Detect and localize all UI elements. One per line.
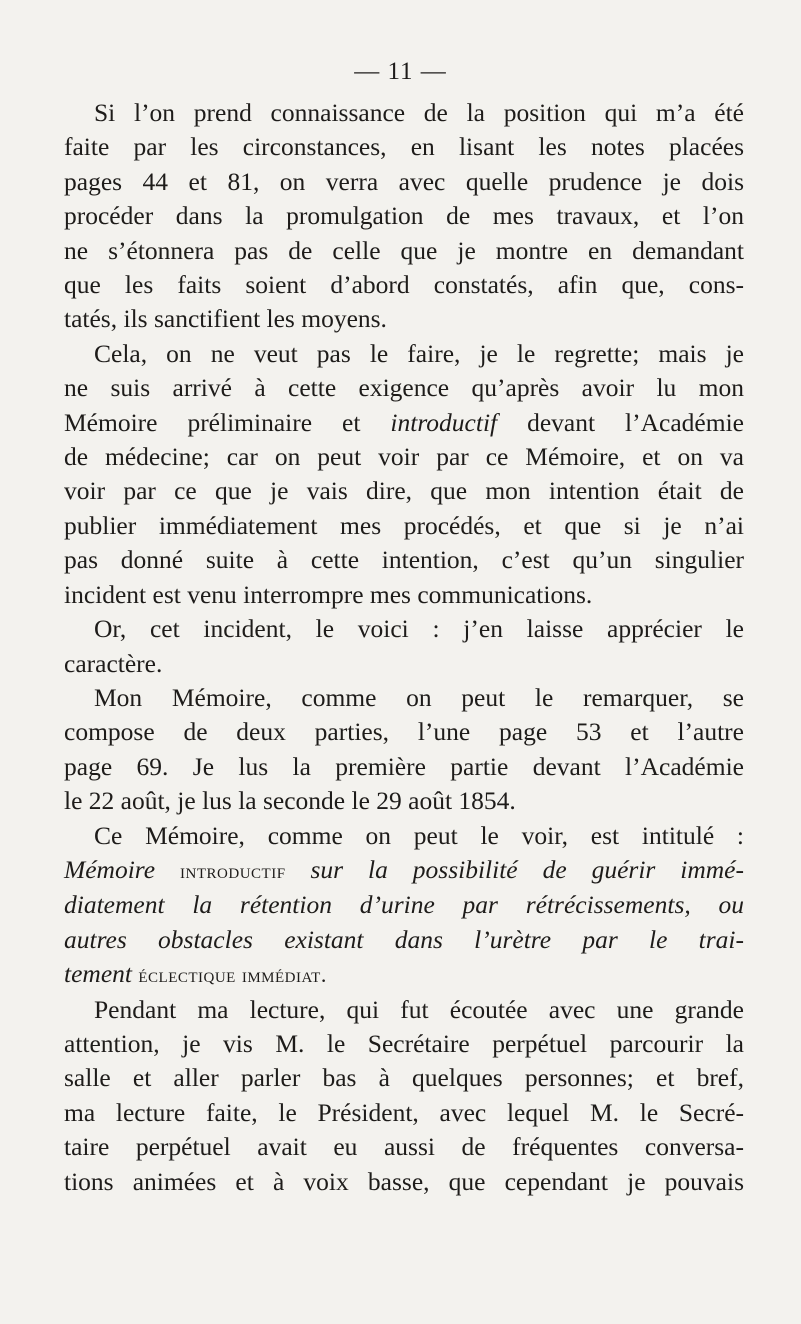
title-italic: tement [64,959,132,989]
italic-word: introductif [390,407,498,437]
text-line: publier immédiatement mes procédés, et que si je n’ai [64,510,744,540]
title-small-caps: éclectique immédiat. [138,962,327,988]
paragraph-1 [64,96,744,337]
text-line: Mon Mémoire, comme on peut le remarquer, se [94,682,744,712]
text-line: Cela, on ne veut pas le faire, je le regrette; mais je [94,338,744,368]
text-line: pages 44 et 81, on verra avec quelle prudence je dois [64,166,744,196]
text-line: Pendant ma lecture, qui fut écoutée avec une grande [94,994,744,1024]
paragraph-4 [64,681,744,819]
title-small-caps: introductif [180,857,286,883]
paragraph-6 [64,993,744,1199]
page-number: — 11 — [354,58,447,85]
paragraph-3 [64,612,744,681]
text-line: de médecine; car on peut voir par ce Mémoire, et on va [64,442,744,472]
text-line [64,406,744,440]
text-line: Ce Mémoire, comme on peut le voir, est intitulé : [94,820,744,850]
text-line: ne s’étonnera pas de celle que je montre en demandant [64,235,744,265]
text-line: diatement la rétention d’urine par rétrécissements, ou [64,890,744,920]
text-line: le 22 août, je lus la seconde le 29 août 1854. [64,786,516,816]
text-line: autres obstacles existant dans l’urètre par le trai- [64,924,744,954]
text-line: salle et aller parler bas à quelques personnes; et bref, [64,1063,744,1093]
text-line: tions animées et à voix basse, que cependant je pouvais [64,1166,744,1196]
text-line: compose de deux parties, l’une page 53 et l’autre [64,717,744,747]
text-line: ne suis arrivé à cette exigence qu’après avoir lu mon [64,373,744,403]
text-run: devant l’Académie [497,407,744,437]
paragraph-5 [64,819,744,993]
paragraph-2 [64,337,744,612]
text-line [64,853,744,888]
text-run: Mémoire préliminaire et [64,407,391,437]
text-line: caractère. [64,648,163,678]
text-line: Si l’on prend connaissance de la position qui m’a été [94,98,744,127]
text-line: tatés, ils sanctifient les moyens. [64,304,387,334]
text-line: taire perpétuel avait eu aussi de fréquentes conversa- [64,1132,744,1162]
text-line: que les faits soient d’abord constatés, afin que, cons- [64,270,744,300]
text-line: faite par les circonstances, en lisant les notes placées [64,132,744,162]
text-line: voir par ce que je vais dire, que mon intention était de [64,476,744,506]
text-line: pas donné suite à cette intention, c’est qu’un singulier [64,545,744,575]
title-italic: sur la possibilité de guérir immé- [310,854,744,884]
text-line: page 69. Je lus la première partie devant l’Académie [64,751,744,781]
title-italic: Mémoire [64,854,156,884]
text-line: procéder dans la promulgation de mes travaux, et l’on [64,201,744,231]
text-line: attention, je vis M. le Secrétaire perpétuel parcourir la [64,1028,744,1058]
text-line: incident est venu interrompre mes communications. [64,579,593,609]
text-line [64,957,744,992]
text-line: ma lecture faite, le Président, avec lequel M. le Secré- [64,1097,744,1127]
body-text [64,96,744,1199]
text-line: Or, cet incident, le voici : j’en laisse apprécier le [94,614,744,644]
